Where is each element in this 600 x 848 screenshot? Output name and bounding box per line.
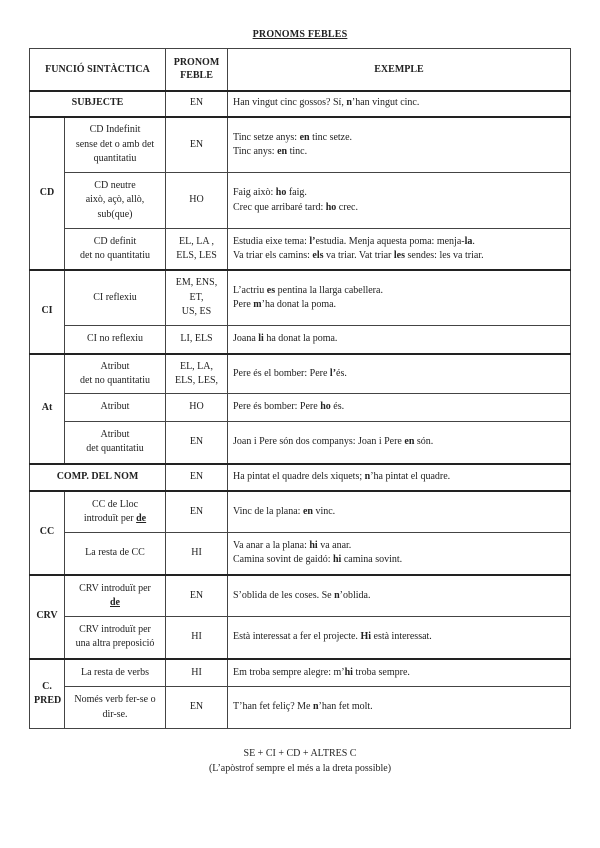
function-cell: Atribut — [65, 394, 166, 422]
table-row — [30, 617, 571, 659]
pronom-cell: EN — [166, 422, 228, 464]
table-row — [30, 173, 571, 229]
pronom-cell: HI — [166, 659, 228, 687]
example-cell: Joana li ha donat la poma. — [228, 326, 571, 354]
example-cell: Em troba sempre alegre: m’hi troba sempre. — [228, 659, 571, 687]
pronom-cell: EN — [166, 575, 228, 617]
pronom-cell: HI — [166, 533, 228, 575]
group-label-c-pred: C. PRED — [30, 659, 65, 729]
example-cell: Vinc de la plana: en vinc. — [228, 491, 571, 533]
table-row — [30, 422, 571, 464]
table-row — [30, 687, 571, 729]
function-cell: La resta de CC — [65, 533, 166, 575]
function-cell: CD neutre això, açò, allò, sub(que) — [65, 173, 166, 229]
function-cell: Atribut det quantitatiu — [65, 422, 166, 464]
page-title: PRONOMS FEBLES — [252, 29, 348, 40]
pronoms-table — [29, 48, 571, 729]
pronom-cell: EL, LA, ELS, LES, — [166, 354, 228, 394]
example-cell: Va anar a la plana: hi va anar. Camina sovint de gaidó: hi camina sovint. — [228, 533, 571, 575]
function-cell: Només verb fer-se o dir-se. — [65, 687, 166, 729]
function-cell: CI no reflexiu — [65, 326, 166, 354]
example-cell: S’oblida de les coses. Se n’oblida. — [228, 575, 571, 617]
function-cell: La resta de verbs — [65, 659, 166, 687]
example-cell: Pere és el bomber: Pere l’és. — [228, 354, 571, 394]
group-label-at: At — [30, 354, 65, 464]
table-row — [30, 270, 571, 326]
table-row — [30, 326, 571, 354]
example-cell: Han vingut cinc gossos? Sí, n’han vingut cinc. — [228, 91, 571, 117]
table-row — [30, 229, 571, 270]
pronom-cell: LI, ELS — [166, 326, 228, 354]
example-cell: Tinc setze anys: en tinc setze. Tinc anys: en tinc. — [228, 117, 571, 173]
header-funcio: FUNCIÓ SINTÀCTICA — [30, 49, 166, 91]
pronom-cell: EN — [166, 464, 228, 491]
table-row — [30, 354, 571, 394]
function-cell: CC de Lloc introduït per de — [65, 491, 166, 533]
pronom-cell: EN — [166, 117, 228, 173]
table-row — [30, 464, 571, 491]
pronom-cell: EL, LA , ELS, LES — [166, 229, 228, 270]
pronom-cell: EN — [166, 687, 228, 729]
function-cell: CRV introduït per una altra preposició — [65, 617, 166, 659]
footer-note — [0, 747, 600, 776]
table-row — [30, 659, 571, 687]
header-pronom: PRONOM FEBLE — [166, 49, 228, 91]
group-label-crv: CRV — [30, 575, 65, 659]
pronom-cell: HO — [166, 394, 228, 422]
group-label-comp-del-nom: COMP. DEL NOM — [30, 464, 166, 491]
pronom-cell: HO — [166, 173, 228, 229]
group-label-cc: CC — [30, 491, 65, 575]
footer-apostrophe-rule: (L’apòstrof sempre el més a la dreta possible) — [208, 762, 392, 774]
function-cell: CRV introduït per de — [65, 575, 166, 617]
table-row — [30, 91, 571, 117]
table-row — [30, 575, 571, 617]
example-cell: Està interessat a fer el projecte. Hi està interessat. — [228, 617, 571, 659]
example-cell: Pere és bomber: Pere ho és. — [228, 394, 571, 422]
example-cell: Ha pintat el quadre dels xiquets; n’ha pintat el quadre. — [228, 464, 571, 491]
group-label-subjecte: SUBJECTE — [30, 91, 166, 117]
pronom-cell: HI — [166, 617, 228, 659]
table-row — [30, 117, 571, 173]
group-label-cd: CD — [30, 117, 65, 270]
header-exemple: EXEMPLE — [228, 49, 571, 91]
group-label-ci: CI — [30, 270, 65, 354]
header-row — [30, 49, 571, 91]
example-cell: Estudia eixe tema: l’estudia. Menja aquesta poma: menja-la. Va triar els camins: els va triar. Vat triar les sendes: les va triar. — [228, 229, 571, 270]
example-cell: Joan i Pere són dos companys: Joan i Pere en són. — [228, 422, 571, 464]
function-cell: Atribut det no quantitatiu — [65, 354, 166, 394]
pronom-cell: EN — [166, 91, 228, 117]
example-cell: T’han fet feliç? Me n’han fet molt. — [228, 687, 571, 729]
pronom-cell: EN — [166, 491, 228, 533]
footer-order-rule: SE + CI + CD + ALTRES C — [243, 748, 357, 759]
function-cell: CI reflexiu — [65, 270, 166, 326]
table-row — [30, 394, 571, 422]
table-row — [30, 533, 571, 575]
function-cell: CD Indefinit sense det o amb det quantitatiu — [65, 117, 166, 173]
pronom-cell: EM, ENS, ET, US, ES — [166, 270, 228, 326]
table-row — [30, 491, 571, 533]
function-cell: CD definit det no quantitatiu — [65, 229, 166, 270]
example-cell: L’actriu es pentina la llarga cabellera. Pere m’ha donat la poma. — [228, 270, 571, 326]
example-cell: Faig això: ho faig. Crec que arribaré tard: ho crec. — [228, 173, 571, 229]
